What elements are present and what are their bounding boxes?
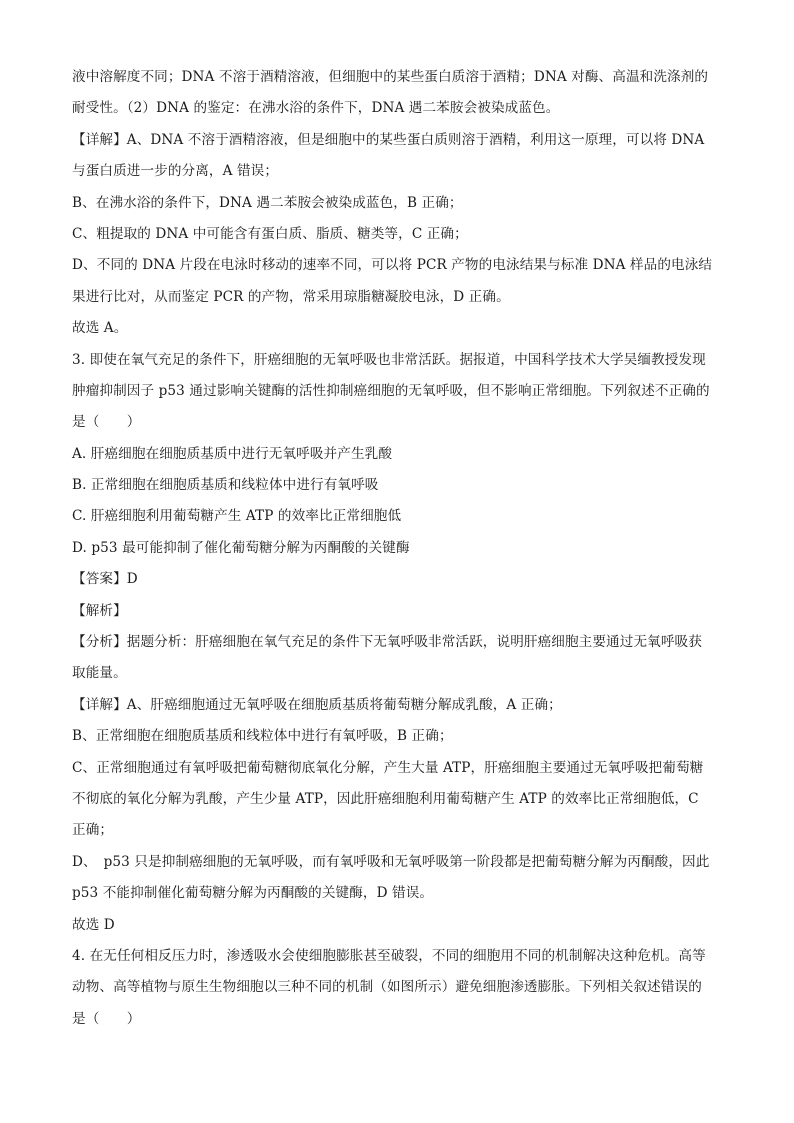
text-line: 与蛋白质进一步的分离，A 错误； [72, 163, 279, 180]
text-line: 耐受性。（2）DNA 的鉴定：在沸水浴的条件下，DNA 遇二苯胺会被染成蓝色。 [72, 100, 560, 117]
text-line: 【详解】A、DNA 不溶于酒精溶液，但是细胞中的某些蛋白质则溶于酒精，利用这一原理，可以将 DNA [72, 131, 705, 148]
question-stem: 是（ ） [72, 414, 141, 431]
question-stem: 动物、高等植物与原生生物细胞以三种不同的机制（如图所示）避免细胞渗透膨胀。下列相关叙述错误的 [72, 979, 702, 996]
option-c: C. 肝癌细胞利用葡萄糖产生 ATP 的效率比正常细胞低 [72, 508, 402, 525]
text-line: 【详解】A、肝癌细胞通过无氧呼吸在细胞质基质将葡萄糖分解成乳酸，A 正确； [72, 696, 562, 713]
option-a: A. 肝癌细胞在细胞质基质中进行无氧呼吸并产生乳酸 [72, 445, 393, 462]
text-line: B、在沸水浴的条件下，DNA 遇二苯胺会被染成蓝色，B 正确； [72, 194, 463, 211]
option-d: D. p53 最可能抑制了催化葡萄糖分解为丙酮酸的关键酶 [72, 539, 410, 556]
text-line: 液中溶解度不同；DNA 不溶于酒精溶液，但细胞中的某些蛋白质溶于酒精；DNA 对酶、高温和洗涤剂的 [72, 69, 709, 85]
text-line: B、正常细胞在细胞质基质和线粒体中进行有氧呼吸，B 正确； [72, 728, 453, 745]
text-line: 不彻底的氧化分解为乳酸，产生少量 ATP，因此肝癌细胞利用葡萄糖产生 ATP 的效率比正常细胞低，C [72, 790, 699, 807]
text-line: D、 p53 只是抑制癌细胞的无氧呼吸，而有氧呼吸和无氧呼吸第一阶段都是把葡萄糖分解为丙酮酸，因此 [72, 853, 710, 870]
question-stem: 4. 在无任何相反压力时，渗透吸水会使细胞膨胀甚至破裂，不同的细胞用不同的机制解决这种危机。高等 [72, 947, 706, 964]
text-line: p53 不能抑制催化葡萄糖分解为丙酮酸的关键酶，D 错误。 [72, 885, 434, 902]
text-line: 故选 A。 [72, 320, 128, 337]
option-b: B. 正常细胞在细胞质基质和线粒体中进行有氧呼吸 [72, 477, 379, 494]
text-line: 取能量。 [72, 665, 127, 682]
text-line: C、粗提取的 DNA 中可能含有蛋白质、脂质、糖类等，C 正确； [72, 225, 468, 242]
question-stem: 肿瘤抑制因子 p53 通过影响关键酶的活性抑制癌细胞的无氧呼吸，但不影响正常细胞。下列叙述不正确的 [72, 382, 710, 399]
question-stem: 3. 即使在氧气充足的条件下，肝癌细胞的无氧呼吸也非常活跃。据报道，中国科学技术大学吴缅教授发现 [72, 351, 706, 368]
text-line: D、不同的 DNA 片段在电泳时移动的速率不同，可以将 PCR 产物的电泳结果与标准 DNA 样品的电泳结 [72, 257, 713, 274]
text-line: 故选 D [72, 916, 115, 933]
question-stem: 是（ ） [72, 1010, 141, 1027]
text-line: 【分析】据题分析：肝癌细胞在氧气充足的条件下无氧呼吸非常活跃，说明肝癌细胞主要通过无氧呼吸获 [72, 634, 702, 651]
analysis-label: 【解析】 [72, 602, 127, 619]
document-page [72, 62, 722, 1035]
text-line: 正确； [72, 822, 114, 839]
answer-label: 【答案】D [72, 571, 138, 588]
text-line: 果进行比对，从而鉴定 PCR 的产物，常采用琼脂糖凝胶电泳，D 正确。 [72, 288, 510, 305]
text-line: C、正常细胞通过有氧呼吸把葡萄糖彻底氧化分解，产生大量 ATP，肝癌细胞主要通过无氧呼吸把葡萄糖 [72, 759, 704, 776]
